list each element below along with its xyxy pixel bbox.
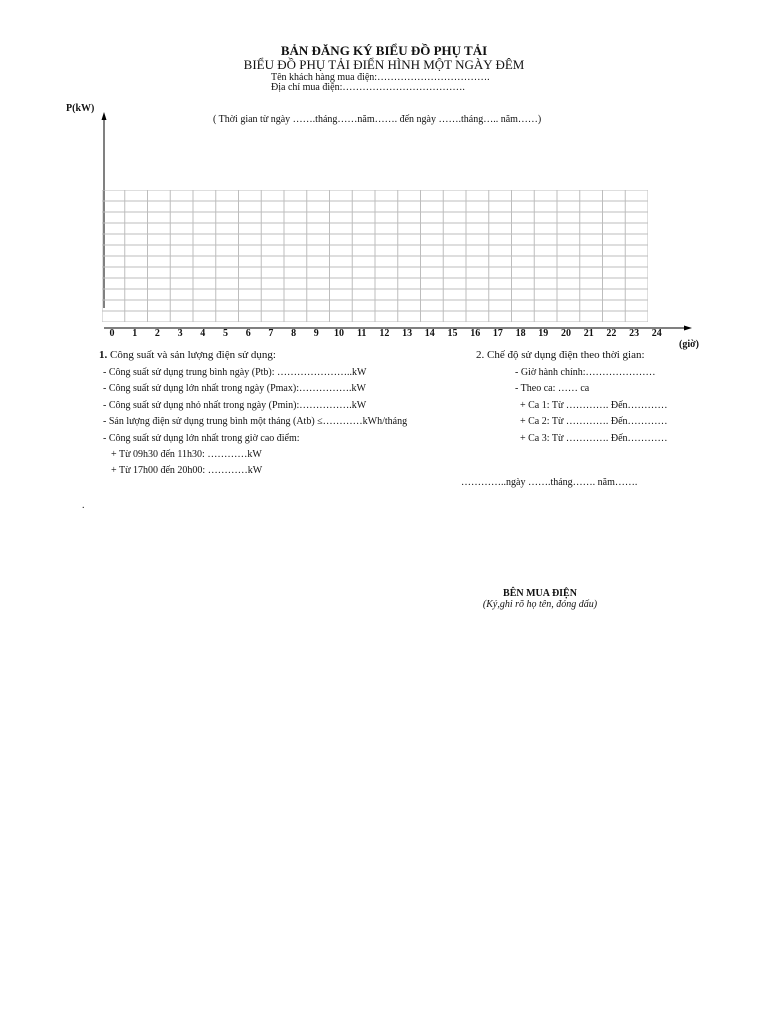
x-tick-label: 18 [515,328,526,339]
x-tick-label: 2 [154,328,160,339]
office-hours-line: - Giờ hành chính:………………… [515,367,656,378]
ptb-line: - Công suất sử dụng trung bình ngày (Ptb): …………………..kW [103,367,367,378]
x-tick-label: 10 [334,328,344,339]
shift-count-line: - Theo ca: …… ca [515,383,590,394]
peak-power-line: - Công suất sử dụng lớn nhất trong giờ cao điểm: [103,433,300,444]
date-line: …………..ngày …….tháng……. năm……. [461,477,638,488]
section2-title: 2. Chế độ sử dụng điện theo thời gian: [476,349,645,361]
x-tick-label: 24 [651,328,662,339]
x-tick-label: 16 [470,328,481,339]
x-tick-label: 5 [223,328,228,339]
x-tick-label: 20 [561,328,571,339]
x-tick-label: 9 [313,328,319,339]
x-tick-label: 12 [379,328,390,339]
signature-note: (Ký,ghi rõ họ tên, đóng dấu) [482,599,598,610]
x-tick-label: 19 [538,328,549,339]
x-tick-label: 23 [629,328,640,339]
x-tick-label: 0 [109,328,115,339]
shift1-line: + Ca 1: Từ …………. Đến………… [520,400,668,411]
x-tick-label: 7 [268,328,274,339]
customer-name-line: Tên khách hàng mua điện:……………………………. [271,72,490,83]
peak-evening-line: + Từ 17h00 đến 20h00: …………kW [111,465,263,476]
section1-number: 1. [99,349,108,361]
pmin-line: - Công suất sử dụng nhỏ nhất trong ngày (Pmin):…………….kW [103,400,367,411]
x-tick-label: 15 [447,328,458,339]
x-tick-label: 1 [132,328,138,339]
pmax-line: - Công suất sử dụng lớn nhất trong ngày (Pmax):…………….kW [103,383,366,394]
atb-line: - Sản lượng điện sử dụng trung bình một tháng (Atb) ≤…………kWh/tháng [103,416,408,427]
peak-morning-line: + Từ 09h30 đến 11h30: …………kW [111,449,262,460]
x-tick-label: 14 [424,328,435,339]
x-tick-label: 17 [492,328,503,339]
y-axis-label: P(kW) [66,103,95,114]
x-axis-unit: (giờ) [679,339,699,350]
shift3-line: + Ca 3: Từ …………. Đến………… [520,433,668,444]
signature-title: BÊN MUA ĐIỆN [503,588,577,599]
x-tick-label: 8 [291,328,297,339]
form-title: BẢN ĐĂNG KÝ BIỂU ĐỒ PHỤ TẢI [280,43,488,58]
x-tick-label: 21 [583,328,594,339]
x-tick-label: 22 [606,328,617,339]
x-tick-label: 11 [356,328,367,339]
section1-title [99,349,276,361]
chart-grid [102,190,648,322]
stray-dot: . [82,500,85,511]
form-subtitle: BIỂU ĐỒ PHỤ TẢI ĐIỂN HÌNH MỘT NGÀY ĐÊM [243,57,525,72]
x-tick-label: 3 [177,328,183,339]
address-line: Địa chỉ mua điện:………………………………. [271,82,465,93]
x-tick-label: 6 [245,328,251,339]
x-tick-label: 4 [200,328,206,339]
shift2-line: + Ca 2: Từ …………. Đến………… [520,416,668,427]
section1-title-text: Công suất và sản lượng điện sử dụng: [107,349,276,361]
period-line: ( Thời gian từ ngày …….tháng……năm……. đến ngày …….tháng….. năm……) [213,114,542,125]
x-tick-label: 13 [402,328,413,339]
